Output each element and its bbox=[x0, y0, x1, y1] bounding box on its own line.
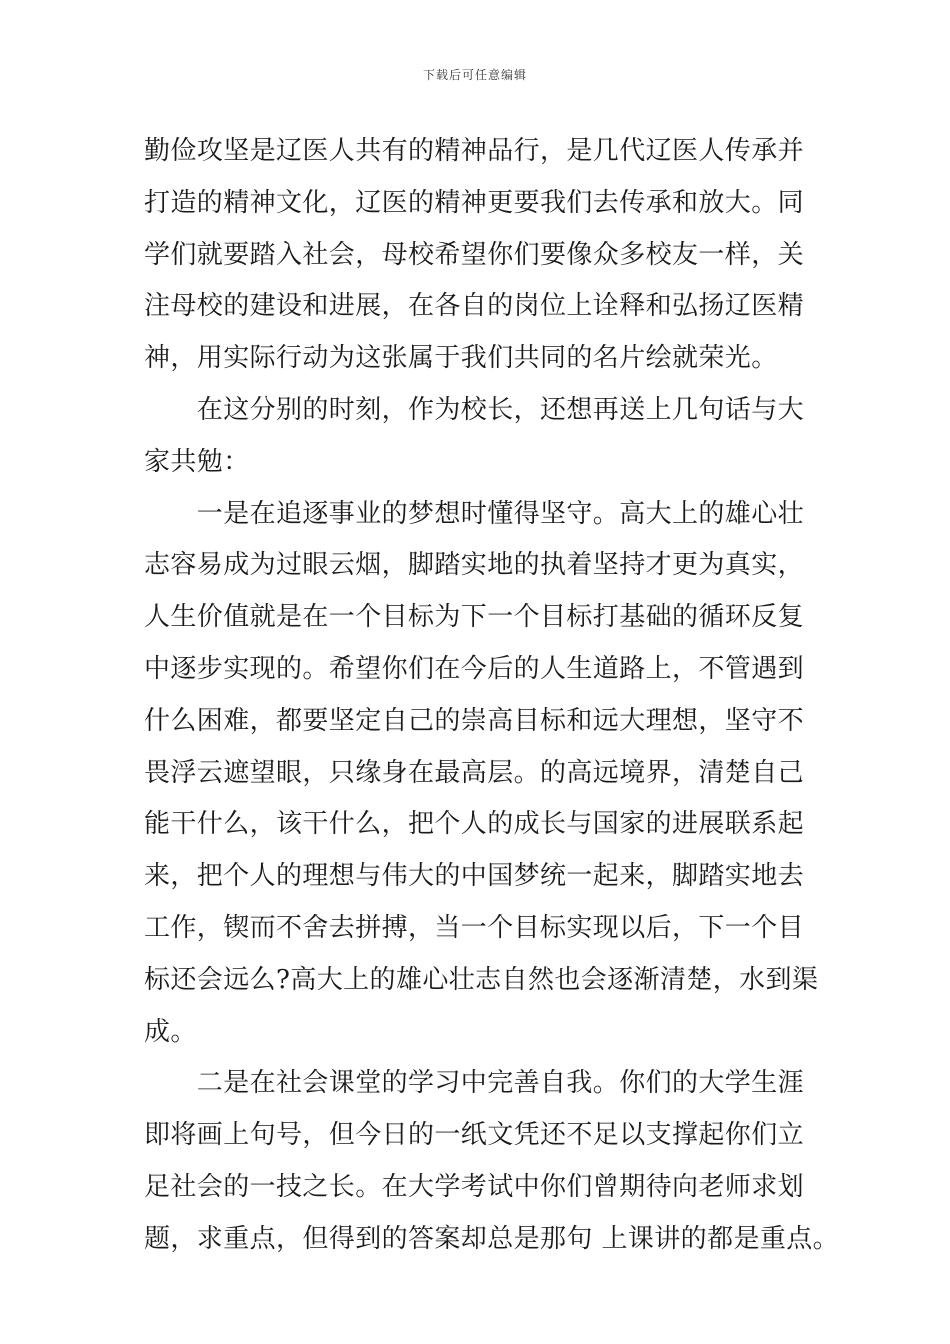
document-body bbox=[144, 126, 840, 1266]
text-line: 成。 bbox=[144, 1016, 197, 1047]
text-line: 一是在追逐事业的梦想时懂得坚守。高大上的雄心壮 bbox=[144, 498, 805, 529]
text-line: 注母校的建设和进展，在各自的岗位上诠释和弘扬辽医精 bbox=[144, 291, 805, 322]
text-line: 二是在社会课堂的学习中完善自我。你们的大学生涯 bbox=[144, 1068, 805, 1099]
page-header-note: 下载后可任意编辑 bbox=[422, 68, 527, 82]
text-line: 题，求重点，但得到的答案却总是那句 上课讲的都是重点。 bbox=[144, 1223, 840, 1254]
text-line: 即将画上句号，但今日的一纸文凭还不足以支撑起你们立 bbox=[144, 1120, 805, 1151]
text-line: 人生价值就是在一个目标为下一个目标打基础的循环反复 bbox=[144, 602, 805, 633]
text-line: 家共勉： bbox=[144, 446, 250, 477]
text-line: 足社会的一技之长。在大学考试中你们曾期待向老师求划 bbox=[144, 1171, 805, 1202]
text-line: 勤俭攻坚是辽医人共有的精神品行，是几代辽医人传承并 bbox=[144, 136, 805, 166]
text-line: 什么困难，都要坚定自己的崇高目标和远大理想，坚守不 bbox=[144, 705, 805, 736]
text-line: 中逐步实现的。希望你们在今后的人生道路上，不管遇到 bbox=[144, 653, 805, 684]
text-line: 标还会远么?高大上的雄心壮志自然也会逐渐清楚，水到渠 bbox=[144, 964, 819, 995]
text-line: 神，用实际行动为这张属于我们共同的名片绘就荣光。 bbox=[144, 343, 778, 374]
text-line: 来，把个人的理想与伟大的中国梦统一起来，脚踏实地去 bbox=[144, 861, 805, 892]
text-line: 能干什么，该干什么，把个人的成长与国家的进展联系起 bbox=[144, 809, 805, 840]
text-line: 学们就要踏入社会，母校希望你们要像众多校友一样，关 bbox=[144, 239, 805, 270]
text-line: 打造的精神文化，辽医的精神更要我们去传承和放大。同 bbox=[144, 187, 805, 218]
text-line: 在这分别的时刻，作为校长，还想再送上几句话与大 bbox=[144, 394, 805, 425]
text-line: 志容易成为过眼云烟，脚踏实地的执着坚持才更为真实， bbox=[144, 550, 805, 581]
text-line: 畏浮云遮望眼，只缘身在最高层。的高远境界，清楚自己 bbox=[144, 757, 805, 788]
text-line: 工作，锲而不舍去拼搏，当一个目标实现以后，下一个目 bbox=[144, 912, 805, 943]
